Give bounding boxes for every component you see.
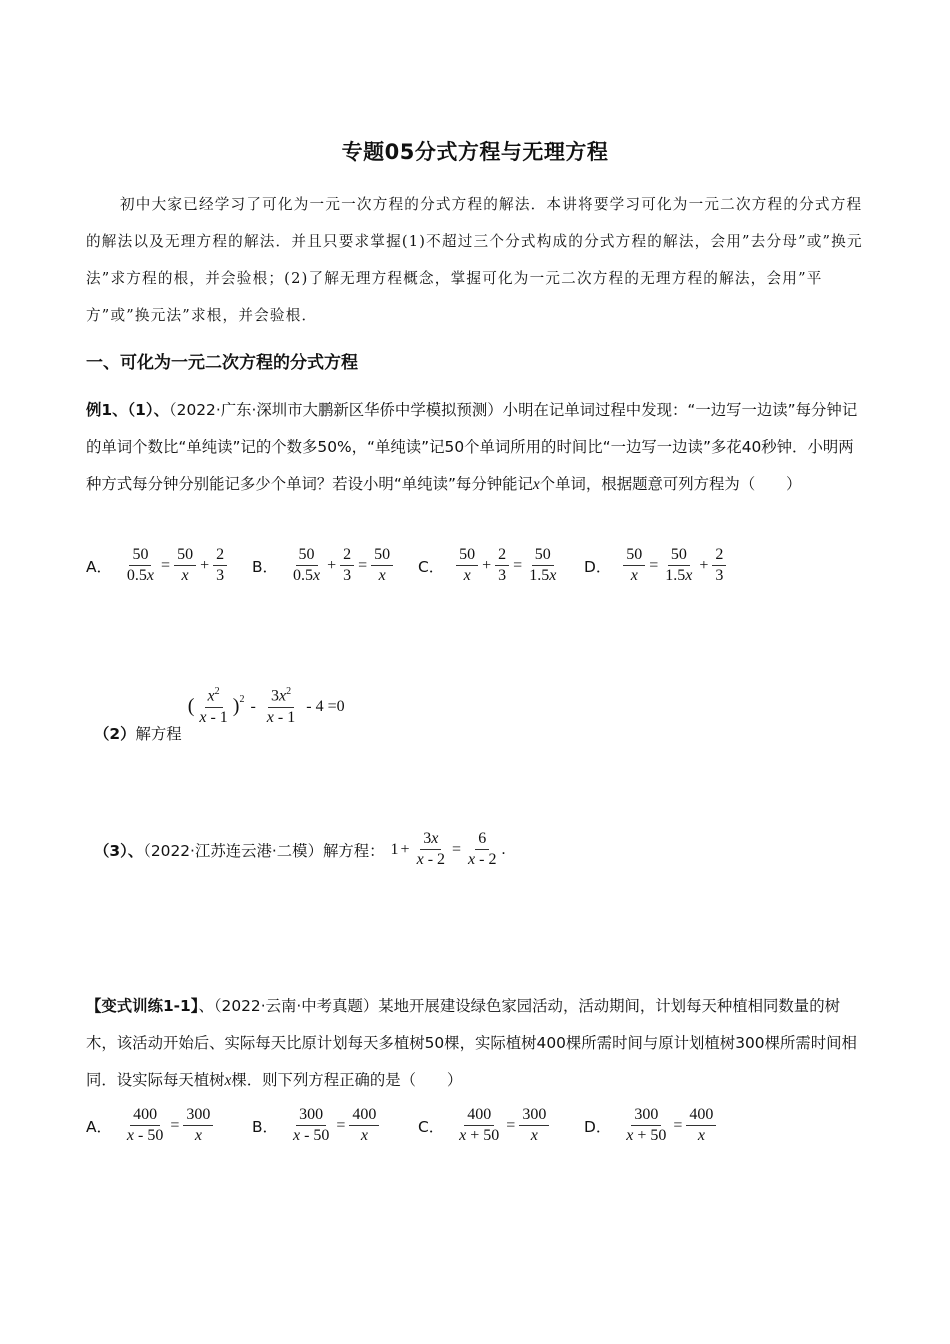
example-text: 小明在记单词过程中发现：“一边写一边读”每分钟记的单词个数比“单纯读”记的个数多50%，“单纯读”记50个单词所用的时间比“一边写一边读”多花40秒钟．小明两种方式每分钟分别能记多少个单词？若设小明“单纯读”每分钟能记 [86, 401, 858, 493]
variant-text: 某地开展建设绿色家园活动，活动期间，计划每天种植相同数量的树木，该活动开始后、实际每天比原计划每天多植树50棵，实际植树400棵所需时间与原计划植树300棵所需时间相同．设实际每天植树 [86, 997, 857, 1089]
equation: $\frac{300}{x + 50}$ = $\frac{400}{x}$ [621, 1106, 718, 1146]
intro-paragraph [86, 186, 868, 334]
page-title: 专题05分式方程与无理方程 [341, 140, 609, 164]
option-d[interactable]: D． $\frac{300}{x + 50}$ = $\frac{400}{x}$ [584, 1106, 718, 1146]
equation: $\frac{300}{x - 50}$ = $\frac{400}{x}$ [288, 1106, 381, 1146]
option-a[interactable]: A． $\frac{400}{x - 50}$ = $\frac{300}{x}$ [86, 1106, 215, 1146]
example-source: （2022·江苏连云港·二模） [143, 841, 323, 860]
variable-x: x [532, 476, 540, 493]
equation: $\frac{50}{x}$ + $\frac{2}{3}$ = $\frac{50}{1.5x}$ [454, 546, 561, 586]
example-text-2: 个单词，根据题意可列方程为（ ） [539, 475, 802, 493]
option-b[interactable]: B． $\frac{50}{0.5x}$ + $\frac{2}{3}$ = $\frac{50}{x}$ [252, 546, 395, 586]
example-text: 解方程： [322, 841, 385, 860]
option-d[interactable]: D． $\frac{50}{x}$ = $\frac{50}{1.5x}$ + $\frac{2}{3}$ [584, 546, 728, 586]
equation: $\frac{50}{0.5x}$ + $\frac{2}{3}$ = $\frac{50}{x}$ [288, 546, 395, 586]
example-1-2 [94, 678, 347, 744]
equation: 1 + $\frac{3x}{x - 2}$ = $\frac{6}{x - 2}$ . [390, 830, 506, 869]
example-source: （2022·广东·深圳市大鹏新区华侨中学模拟预测） [168, 401, 503, 419]
variant-label: 【变式训练1-1】 [86, 997, 199, 1015]
example-label: 例1、（1）、 [86, 401, 169, 419]
example-1-1 [86, 392, 866, 503]
variant-training-1-1: 【变式训练1-1】、（2022·云南·中考真题）某地开展建设绿色家园活动，活动期间，计划每天种植相同数量的树木，该活动开始后、实际每天比原计划每天多植树50棵，实际植树400棵所需时间与原计划植树300棵所需时间相同．设实际每天植树x棵．则下列方程正确的是（ ） [86, 997, 857, 1089]
equation: $\frac{400}{x + 50}$ = $\frac{300}{x}$ [454, 1106, 551, 1146]
example-label: （2） [94, 725, 136, 743]
intro-text: 初中大家已经学习了可化为一元一次方程的分式方程的解法．本讲将要学习可化为一元二次方程的分式方程的解法以及无理方程的解法．并且只要求掌握(1)不超过三个分式构成的分式方程的解法，会用”去分母”或”换元法”求方程的根，并会验根；(2)了解无理方程概念，掌握可化为一元二次方程的无理方程的解法，会用”平方”或”换元法”求根，并会验根． [86, 196, 863, 324]
option-a[interactable]: A． $\frac{50}{0.5x}$ = $\frac{50}{x}$ + $\frac{2}{3}$ [86, 546, 229, 586]
example-text: 解方程 [135, 725, 182, 743]
equation: $\frac{50}{x}$ = $\frac{50}{1.5x}$ + $\frac{2}{3}$ [621, 546, 728, 586]
variant-text-2: 棵．则下列方程正确的是（ ） [231, 1071, 463, 1089]
example-1-3 [94, 830, 505, 870]
equation: $\frac{50}{0.5x}$ = $\frac{50}{x}$ + $\frac{2}{3}$ [122, 546, 229, 586]
section-heading: 一、可化为一元二次方程的分式方程 [86, 353, 358, 373]
option-c[interactable]: C． $\frac{400}{x + 50}$ = $\frac{300}{x}$ [418, 1106, 551, 1146]
option-b[interactable]: B． $\frac{300}{x - 50}$ = $\frac{400}{x}$ [252, 1106, 381, 1146]
example-label: （3）、 [94, 841, 144, 860]
variable-x: x [224, 1072, 232, 1089]
equation: ( $\frac{x^2}{x - 1}$ ) $^2$ - $\frac{3x^2}{x - 1}$ - 4 =0 [187, 686, 345, 727]
option-c[interactable]: C． $\frac{50}{x}$ + $\frac{2}{3}$ = $\frac{50}{1.5x}$ [418, 546, 561, 586]
variant-source: （2022·云南·中考真题） [213, 997, 379, 1015]
equation: $\frac{400}{x - 50}$ = $\frac{300}{x}$ [122, 1106, 215, 1146]
